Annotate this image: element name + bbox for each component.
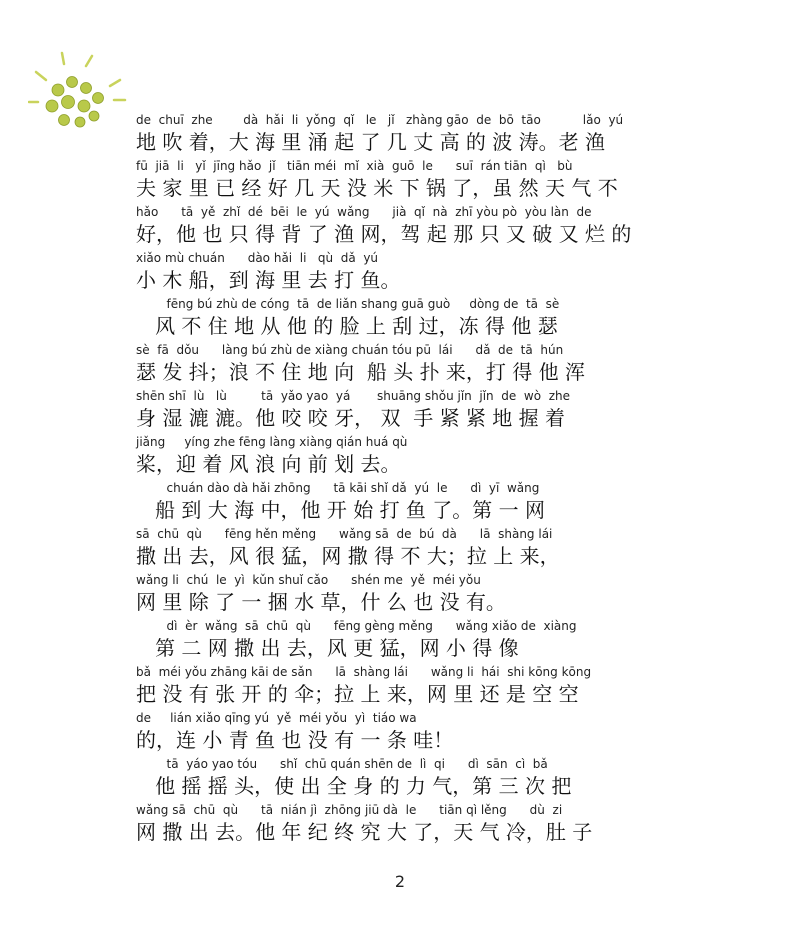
hanzi-row: 夫 家 里 已 经 好 几 天 没 米 下 锅 了，虽 然 天 气 不 bbox=[136, 176, 618, 200]
text-line bbox=[0, 388, 800, 434]
hanzi-row: 小 木 船，到 海 里 去 打 鱼。 bbox=[136, 268, 401, 292]
hanzi-row: 第 二 网 撒 出 去，风 更 猛，网 小 得 像 bbox=[136, 636, 519, 660]
text-line bbox=[0, 158, 800, 204]
pinyin-row: sā chū qù fēng hěn měng wǎng sā de bú dà lā shàng lái bbox=[136, 527, 553, 541]
pinyin-row: fū jiā li yǐ jīng hǎo jǐ tiān méi mǐ xià guō le suī rán tiān qì bù bbox=[136, 159, 573, 173]
hanzi-row: 好，他 也 只 得 背 了 渔 网，驾 起 那 只 又 破 又 烂 的 bbox=[136, 222, 632, 246]
text-line bbox=[0, 434, 800, 480]
pinyin-row: wǎng sā chū qù tā nián jì zhōng jiū dà le tiān qì lěng dù zi bbox=[136, 803, 563, 817]
hanzi-row: 撒 出 去，风 很 猛，网 撒 得 不 大；拉 上 来， bbox=[136, 544, 560, 568]
hanzi-row: 桨，迎 着 风 浪 向 前 划 去。 bbox=[136, 452, 401, 476]
pinyin-row: de lián xiǎo qīng yú yě méi yǒu yì tiáo wa bbox=[136, 711, 417, 725]
text-line bbox=[0, 480, 800, 526]
hanzi-row: 身 湿 漉 漉。他 咬 咬 牙， 双 手 紧 紧 地 握 着 bbox=[136, 406, 566, 430]
text-line bbox=[0, 756, 800, 802]
text-line bbox=[0, 250, 800, 296]
text-line bbox=[0, 572, 800, 618]
pinyin-row: dì èr wǎng sā chū qù fēng gèng měng wǎng xiǎo de xiàng bbox=[136, 619, 577, 633]
hanzi-row: 网 里 除 了 一 捆 水 草，什 么 也 没 有。 bbox=[136, 590, 506, 614]
hanzi-row: 的，连 小 青 鱼 也 没 有 一 条 哇！ bbox=[136, 728, 454, 752]
hanzi-row: 船 到 大 海 中，他 开 始 打 鱼 了。第 一 网 bbox=[136, 498, 546, 522]
hanzi-row: 网 撒 出 去。他 年 纪 终 究 大 了，天 气 冷，肚 子 bbox=[136, 820, 593, 844]
text-line bbox=[0, 296, 800, 342]
hanzi-row: 他 摇 摇 头，使 出 全 身 的 力 气，第 三 次 把 bbox=[136, 774, 572, 798]
text-line bbox=[0, 526, 800, 572]
pinyin-row: bǎ méi yǒu zhāng kāi de sǎn lā shàng lái wǎng li hái shi kōng kōng bbox=[136, 665, 592, 679]
pinyin-row: sè fā dǒu làng bú zhù de xiàng chuán tóu pū lái dǎ de tā hún bbox=[136, 343, 564, 357]
pinyin-row: tā yáo yao tóu shǐ chū quán shēn de lì qi dì sān cì bǎ bbox=[136, 757, 548, 771]
text-line bbox=[0, 204, 800, 250]
text-line bbox=[0, 112, 800, 158]
hanzi-row: 地 吹 着，大 海 里 涌 起 了 几 丈 高 的 波 涛。老 渔 bbox=[136, 130, 606, 154]
pinyin-row: xiǎo mù chuán dào hǎi li qù dǎ yú bbox=[136, 251, 379, 265]
page-number: 2 bbox=[394, 872, 406, 891]
text-line bbox=[0, 618, 800, 664]
text-line bbox=[0, 342, 800, 388]
pinyin-row: hǎo tā yě zhǐ dé bēi le yú wǎng jià qǐ nà zhī yòu pò yòu làn de bbox=[136, 205, 592, 219]
hanzi-row: 风 不 住 地 从 他 的 脸 上 刮 过，冻 得 他 瑟 bbox=[136, 314, 558, 338]
text-line bbox=[0, 802, 800, 848]
pinyin-row: fēng bú zhù de cóng tā de liǎn shang guā guò dòng de tā sè bbox=[136, 297, 560, 311]
text-line bbox=[0, 710, 800, 756]
pinyin-row: shēn shī lù lù tā yǎo yao yá shuāng shǒu jǐn jǐn de wò zhe bbox=[136, 389, 570, 403]
hanzi-row: 把 没 有 张 开 的 伞；拉 上 来，网 里 还 是 空 空 bbox=[136, 682, 579, 706]
text-line bbox=[0, 664, 800, 710]
pinyin-row: chuán dào dà hǎi zhōng tā kāi shǐ dǎ yú le dì yī wǎng bbox=[136, 481, 540, 495]
hanzi-row: 瑟 发 抖；浪 不 住 地 向 船 头 扑 来，打 得 他 浑 bbox=[136, 360, 586, 384]
pinyin-row: de chuī zhe dà hǎi li yǒng qǐ le jǐ zhàng gāo de bō tāo lǎo yú bbox=[136, 113, 624, 127]
pinyin-row: wǎng li chú le yì kǔn shuǐ cǎo shén me yě méi yǒu bbox=[136, 573, 481, 587]
pinyin-row: jiǎng yíng zhe fēng làng xiàng qián huá qù bbox=[136, 435, 408, 449]
